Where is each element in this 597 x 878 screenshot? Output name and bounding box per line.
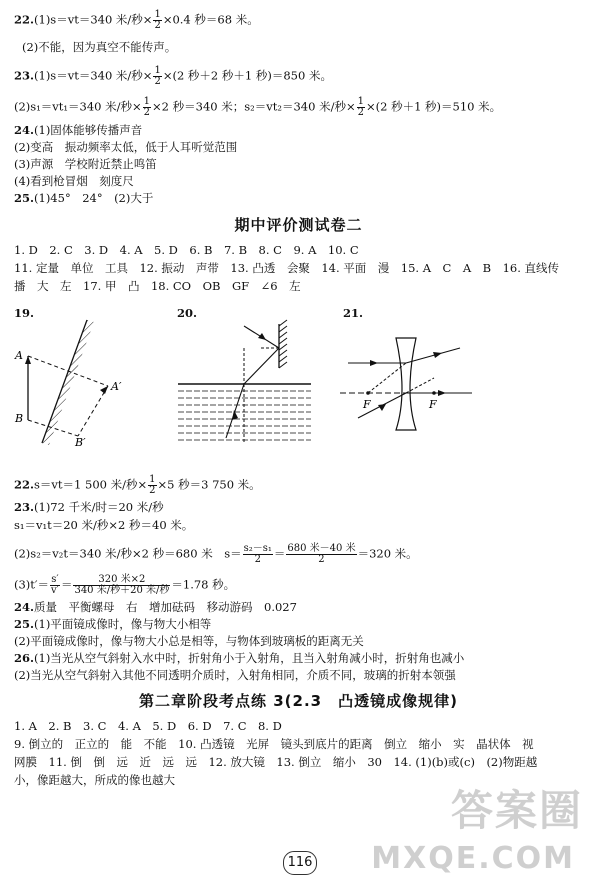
numerator: 1: [357, 96, 364, 107]
denominator: 2: [154, 20, 161, 31]
denominator: v′: [51, 585, 59, 596]
text: (3)t′＝: [14, 577, 50, 592]
answer-24-line1: [14, 123, 142, 137]
figure-20-refraction-diagram: [176, 318, 316, 448]
text: 质量 平衡螺母 右 增加砝码 移动游码 0.027: [34, 600, 297, 614]
label-a: A: [15, 349, 23, 362]
text: ＝1.78 秒。: [171, 577, 236, 592]
ch2-answers-row4: 小，像距越大，所成的像也越大: [14, 773, 175, 787]
fraction: [153, 10, 161, 31]
answer-25: [14, 191, 153, 205]
text: ＝: [273, 546, 286, 561]
denominator: 2: [357, 107, 364, 118]
focus-right: [432, 391, 436, 395]
text: (1)72 千米/时＝20 米/秒: [34, 500, 164, 514]
refracted-ray: [226, 384, 244, 438]
text: ＝: [60, 577, 73, 592]
numerator: s′: [51, 574, 59, 585]
mid-answer-25-line1: [14, 617, 211, 631]
answer-24-line3: (3)声源 学校附近禁止鸣笛: [14, 157, 157, 171]
ray-arrow-4: [438, 390, 446, 396]
numerator: 1: [154, 9, 161, 20]
text: ×0.4 秒＝68 米。: [162, 12, 259, 27]
fraction: [357, 97, 365, 118]
question-number: 24.: [14, 600, 35, 614]
answer-22-line2: (2)不能，因为真空不能传声。: [22, 40, 177, 54]
image-arrow: [100, 386, 108, 394]
fraction: [153, 66, 161, 87]
mid-answer-22: [14, 475, 261, 496]
ch2-answers-row1: 1. A 2. B 3. C 4. A 5. D 6. D 7. C 8. D: [14, 719, 282, 733]
numerator: 1: [143, 96, 151, 107]
ch2-answers-row3: 网膜 11. 倒 倒 远 近 远 远 12. 放大镜 13. 倒立 缩小 30 14. (1)(b)或(c) (2)物距越: [14, 755, 538, 769]
ch2-answers-row2: 9. 倒立的 正立的 能 不能 10. 凸透镜 光屏 镜头到底片的距离 倒立 缩小 实 晶状体 视: [14, 737, 534, 751]
text: (1)当光从空气斜射入水中时，折射角小于入射角，且当入射角减小时，折射角也减小: [34, 651, 465, 665]
answer-23-line1: [14, 66, 332, 87]
watermark-logo: 答案圈: [450, 786, 583, 835]
answer-24-line2: (2)变高 振动频率太低，低于人耳听觉范围: [14, 140, 238, 154]
mid-answers-row1: 1. D 2. C 3. D 4. A 5. D 6. B 7. B 8. C 9. A 10. C: [14, 243, 359, 257]
mirror-hatch: [42, 320, 94, 445]
numerator: 680 米－40 米: [287, 543, 356, 554]
text: ＝320 米。: [357, 546, 418, 561]
section-title-midterm: 期中评价测试卷二: [234, 216, 363, 234]
fraction: [243, 544, 273, 565]
mid-answer-26-line2: (2)当光从空气斜射入其他不同透明介质时，入射角相同，介质不同，玻璃的折射本领强: [14, 668, 456, 682]
question-number: 24.: [14, 123, 35, 137]
denominator: 2: [143, 107, 151, 118]
ray-arrow-1: [370, 360, 378, 366]
virtual-ray: [368, 363, 406, 393]
answer-24-line4: (4)看到枪冒烟 刻度尺: [14, 174, 134, 188]
text: s＝vt＝1 500 米/秒×: [34, 477, 148, 492]
text: (1)s＝vt＝340 米/秒×: [34, 12, 153, 27]
denominator: 2: [149, 485, 156, 496]
fraction: [286, 544, 356, 565]
answer-22-line1: [14, 10, 259, 31]
denominator: 2: [254, 554, 261, 565]
denominator: 340 米/秒＋20 米/秒: [74, 585, 170, 596]
text: (2)s₁＝vt₁＝340 米/秒×: [14, 99, 142, 114]
ray-arrow-2: [433, 352, 442, 358]
question-number: 25.: [14, 617, 35, 631]
denominator: 2: [154, 76, 161, 87]
watermark-url: MXQE.COM: [371, 841, 575, 876]
question-number: 26.: [14, 651, 35, 665]
question-number: 23.: [14, 500, 35, 514]
question-number: 25.: [14, 191, 35, 205]
numerator: 320 米×2: [73, 575, 170, 586]
label-a-prime: A′: [111, 380, 122, 393]
figure-21-lens-diagram: [338, 318, 478, 438]
answer-23-line2: [14, 97, 501, 118]
figure-label-20: 20.: [177, 306, 198, 320]
fraction: [148, 475, 156, 496]
fraction: [73, 575, 170, 596]
mid-answer-23-line1: [14, 500, 164, 514]
text: (1)45° 24° (2)大于: [34, 191, 154, 205]
mid-answer-23-line4: [14, 575, 235, 596]
mid-answer-23-line3: [14, 544, 418, 565]
question-number: 22.: [14, 477, 35, 492]
text: (1)s＝vt＝340 米/秒×: [34, 68, 153, 83]
text: ×5 秒＝3 750 米。: [157, 477, 261, 492]
focus-left: [366, 391, 370, 395]
figure-label-21: 21.: [343, 306, 364, 320]
text: (2)s₂＝v₂t＝340 米/秒×2 秒＝680 米 s＝: [14, 546, 242, 561]
section-title-chapter2: 第二章阶段考点练 3(2.3 凸透镜成像规律): [139, 692, 458, 710]
text: ×(2 秒＋2 秒＋1 秒)＝850 米。: [162, 68, 332, 83]
label-b-prime: B′: [75, 436, 86, 449]
mid-answer-26-line1: [14, 651, 464, 665]
figure-label-19: 19.: [14, 306, 35, 320]
concave-lens: [396, 338, 416, 430]
mid-answers-row2: 11. 定量 单位 工具 12. 振动 声带 13. 凸透 会聚 14. 平面 漫 15. A C A B 16. 直线传: [14, 261, 560, 275]
text: ×2 秒＝340 米；s₂＝vt₂＝340 米/秒×: [152, 99, 356, 114]
image-ab: [78, 386, 108, 436]
text: (1)固体能够传播声音: [34, 123, 143, 137]
mid-answers-row3: 播 大 左 17. 甲 凸 18. CO OB GF ∠6 左: [14, 279, 301, 293]
mid-answer-23-line2: s₁＝v₁t＝20 米/秒×2 秒＝40 米。: [14, 518, 194, 532]
numerator: s₂－s₁: [243, 543, 272, 554]
numerator: 1: [149, 474, 156, 485]
numerator: 1: [154, 65, 161, 76]
fraction: [143, 97, 151, 118]
mid-answer-25-line2: (2)平面镜成像时，像与物大小总是相等，与物体到玻璃板的距离无关: [14, 634, 364, 648]
label-f-left: F: [363, 398, 371, 411]
label-f-right: F: [429, 398, 437, 411]
question-number: 23.: [14, 68, 35, 83]
reflected-ray: [244, 348, 279, 384]
label-b: B: [15, 412, 24, 425]
question-number: 22.: [14, 12, 35, 27]
mid-answer-24: [14, 600, 297, 614]
incident-arrow: [258, 333, 266, 340]
mirror-hatch: [279, 320, 287, 368]
page-number: 116: [283, 851, 317, 875]
fraction: [50, 575, 60, 596]
denominator: 2: [318, 554, 325, 565]
text: ×(2 秒＋1 秒)＝510 米。: [365, 99, 502, 114]
figure-19-mirror-diagram: [12, 318, 142, 450]
text: (1)平面镜成像时，像与物大小相等: [34, 617, 212, 631]
